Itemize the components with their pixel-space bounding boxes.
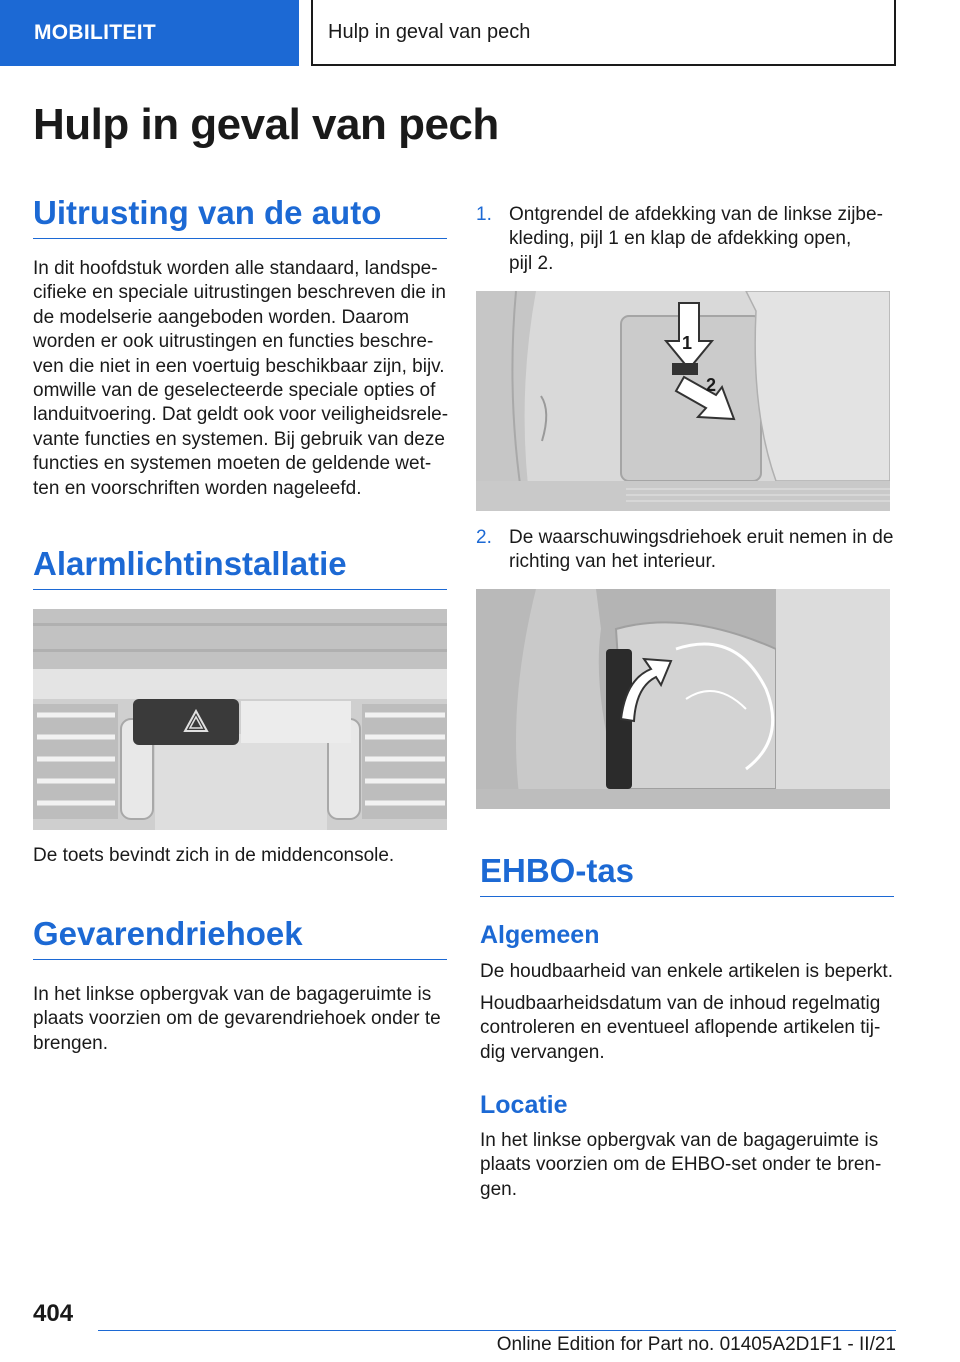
heading-locatie: Locatie	[480, 1091, 568, 1119]
text-line: dig vervangen.	[480, 1041, 605, 1063]
header-chapter-tab: Hulp in geval van pech	[311, 0, 896, 66]
paragraph-algemeen-1: De houdbaarheid van enkele artikelen is beperkt.	[480, 961, 893, 982]
text-line: landuitvoering. Dat geldt ook voor veiligheidsrele-	[33, 404, 449, 426]
text-line: plaats voorzien om de gevarendriehoek onder te	[33, 1008, 441, 1030]
footer-divider	[98, 1330, 896, 1331]
step-2	[476, 526, 896, 575]
text-line: ten en voorschriften worden nageleefd.	[33, 477, 362, 499]
step-number: 1.	[476, 204, 492, 225]
page-title: Hulp in geval van pech	[33, 100, 499, 149]
text-line: controleren en eventueel aflopende artikelen tij-	[480, 1017, 881, 1039]
paragraph-locatie	[480, 1129, 900, 1202]
text-line: functies en systemen moeten de geldende wet-	[33, 453, 432, 475]
heading-gevarendriehoek: Gevarendriehoek	[33, 915, 447, 960]
text-line: de modelserie aangeboden worden. Daarom	[33, 306, 410, 328]
arrow-2-label: 2	[706, 375, 717, 395]
text-line: In dit hoofdstuk worden alle standaard, landspe-	[33, 258, 438, 279]
caption-hazard-switch: De toets bevindt zich in de middenconsole.	[33, 845, 395, 866]
heading-alarmlichtinstallatie: Alarmlichtinstallatie	[33, 545, 447, 590]
text-line: De waarschuwingsdriehoek eruit nemen in de	[509, 527, 894, 548]
text-line: Ontgrendel de afdekking van de linkse zijbe-	[509, 204, 883, 225]
page-number: 404	[33, 1300, 74, 1327]
text-line: omwille van de geselecteerde speciale opties of	[33, 380, 436, 402]
text-line: plaats voorzien om de EHBO-set onder te bren-	[480, 1154, 882, 1176]
text-line: worden er ook uitrustingen en functies beschre-	[33, 331, 434, 353]
arrow-1-label: 1	[682, 333, 693, 353]
step-1	[476, 203, 896, 276]
paragraph-gevarendriehoek	[33, 983, 453, 1056]
header-section-tab: MOBILITEIT	[0, 0, 299, 66]
heading-uitrusting: Uitrusting van de auto	[33, 194, 447, 239]
text-line: pijl 2.	[509, 252, 554, 274]
hazard-switch-image	[33, 609, 447, 830]
heading-ehbo-tas: EHBO-tas	[480, 852, 894, 897]
step-number: 2.	[476, 527, 492, 548]
trim-cover-image	[476, 291, 890, 511]
text-line: Houdbaarheidsdatum van de inhoud regelmatig	[480, 993, 881, 1014]
text-line: In het linkse opbergvak van de bagageruimte is	[33, 984, 432, 1005]
text-line: cifieke en speciale uitrustingen beschreven die in	[33, 282, 446, 304]
text-line: ven die niet in een voertuig beschikbaar zijn, bijv.	[33, 355, 445, 377]
text-line: In het linkse opbergvak van de bagageruimte is	[480, 1130, 879, 1151]
heading-algemeen: Algemeen	[480, 921, 600, 949]
text-line: gen.	[480, 1178, 517, 1200]
paragraph-algemeen-2	[480, 992, 900, 1065]
text-line: vante functies en systemen. Bij gebruik van deze	[33, 428, 445, 450]
footer-edition: Online Edition for Part no. 01405A2D1F1 - II/21	[496, 1334, 896, 1355]
text-line: brengen.	[33, 1032, 109, 1054]
text-line: kleding, pijl 1 en klap de afdekking open,	[509, 228, 852, 250]
text-line: richting van het interieur.	[509, 551, 717, 573]
warning-triangle-removal-image	[476, 589, 890, 809]
paragraph-uitrusting	[33, 257, 453, 501]
